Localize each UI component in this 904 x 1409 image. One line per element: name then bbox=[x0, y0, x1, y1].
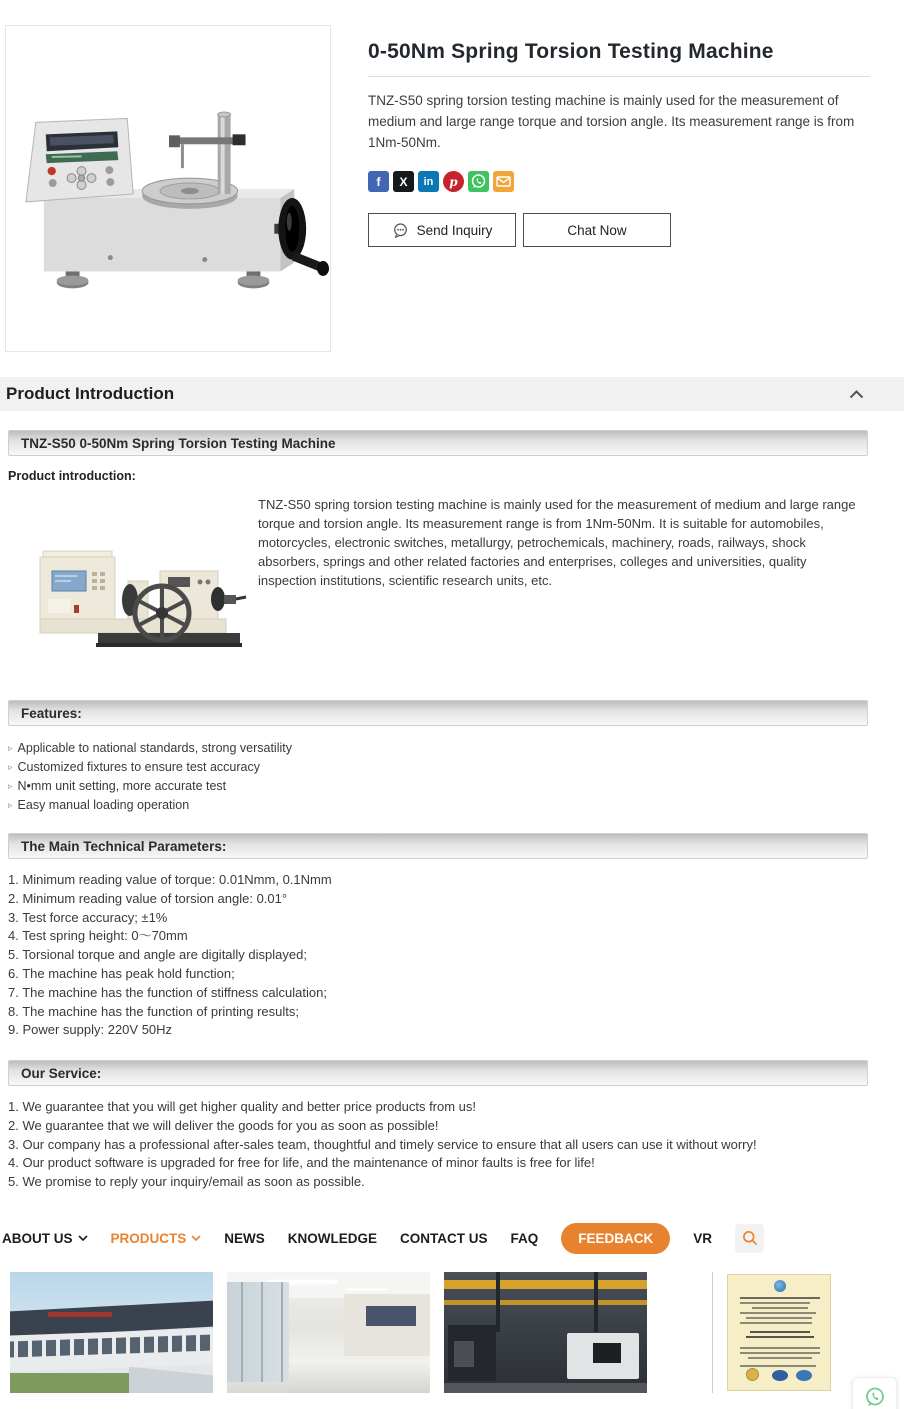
photo-art bbox=[740, 1365, 816, 1367]
service-item: 3. Our company has a professional after-sales team, thoughtful and timely service to ensure that all users can use it without worry! bbox=[8, 1136, 757, 1152]
chat-now-button[interactable] bbox=[523, 213, 671, 247]
photo-art bbox=[740, 1312, 816, 1314]
service-item: 1. We guarantee that you will get higher quality and better price products from us! bbox=[8, 1099, 477, 1114]
search-icon bbox=[741, 1229, 759, 1247]
nav-item-news[interactable]: NEWS bbox=[224, 1230, 265, 1246]
certificate-stamp bbox=[772, 1370, 788, 1381]
service-item: 5. We promise to reply your inquiry/email as soon as possible. bbox=[8, 1174, 365, 1190]
photo-art bbox=[289, 1359, 430, 1393]
features-list bbox=[8, 739, 868, 815]
whatsapp-icon bbox=[863, 1385, 887, 1409]
service-item: 2. We guarantee that we will deliver the goods for you as soon as possible! bbox=[8, 1117, 439, 1133]
photo-art bbox=[444, 1280, 647, 1289]
nav-label: ABOUT US bbox=[2, 1230, 73, 1246]
certificate-stamp bbox=[746, 1368, 759, 1381]
send-inquiry-button[interactable] bbox=[368, 213, 516, 247]
feature-item: ▹ N•mm unit setting, more accurate test bbox=[8, 777, 868, 796]
photo-art bbox=[740, 1347, 820, 1349]
product-photo-secondary[interactable] bbox=[10, 495, 250, 660]
chat-bubble-icon bbox=[392, 222, 409, 239]
search-button[interactable] bbox=[735, 1224, 764, 1253]
photo-art bbox=[593, 1343, 621, 1363]
chat-now-label: Chat Now bbox=[567, 222, 627, 238]
photo-art bbox=[748, 1357, 812, 1359]
parameter-item: 9. Power supply: 220V 50Hz bbox=[8, 1022, 173, 1038]
facebook-share-icon[interactable]: f bbox=[368, 171, 389, 192]
nav-item-faq[interactable]: FAQ bbox=[510, 1230, 539, 1246]
intro-label: Product introduction: bbox=[8, 469, 136, 483]
photo-art bbox=[347, 1288, 387, 1291]
linkedin-share-icon[interactable]: in bbox=[418, 171, 439, 192]
envelope-glyph-icon bbox=[493, 171, 514, 192]
certificate-document bbox=[727, 1274, 831, 1391]
gallery-photo-workshop[interactable] bbox=[444, 1272, 647, 1393]
nav-label: PRODUCTS bbox=[110, 1230, 187, 1246]
photo-art bbox=[48, 1312, 112, 1317]
nav-item-about-us[interactable] bbox=[2, 1231, 88, 1246]
cta-row bbox=[368, 213, 870, 247]
section-title: Product Introduction bbox=[6, 384, 175, 403]
photo-art bbox=[746, 1336, 814, 1338]
chevron-down-icon bbox=[191, 1235, 201, 1241]
parameter-item: 7. The machine has the function of stiffness calculation; bbox=[8, 984, 327, 1000]
nav-item-products[interactable] bbox=[111, 1231, 202, 1246]
product-summary: TNZ-S50 spring torsion testing machine is mainly used for the measurement of medium and large range torque and torsion angle. Its measurement range is from 1Nm-50Nm. bbox=[368, 93, 855, 150]
product-introduction-section-bar bbox=[0, 377, 904, 411]
certificate-logo bbox=[774, 1280, 786, 1292]
parameters-banner: The Main Technical Parameters: bbox=[8, 833, 868, 859]
photo-art bbox=[281, 1282, 283, 1382]
feature-item: ▹ Customized fixtures to ensure test accuracy bbox=[8, 758, 868, 777]
photo-art bbox=[740, 1352, 820, 1354]
intro-paragraph: TNZ-S50 spring torsion testing machine is mainly used for the measurement of medium and large range torque and torsion angle. Its measurement range is from 1Nm-50Nm. It is suitable for automobiles, motorcycles, electronic switches, metallurgy, petrochemicals, machinery, roads, railways, shock absorbers, springs and other related factories and enterprises, colleges and universities, quality inspection institutions, scientific research units, etc. bbox=[258, 497, 856, 588]
send-inquiry-label: Send Inquiry bbox=[416, 222, 493, 238]
email-share-icon[interactable] bbox=[493, 171, 514, 192]
photo-art bbox=[366, 1306, 416, 1326]
photo-art bbox=[444, 1383, 647, 1393]
photo-art bbox=[750, 1331, 810, 1333]
nav-item-feedback[interactable]: FEEDBACK bbox=[561, 1223, 670, 1254]
parameter-item: 5. Torsional torque and angle are digitally displayed; bbox=[8, 947, 307, 963]
parameter-item: 4. Test spring height: 0～70mm bbox=[8, 928, 188, 944]
main-nav bbox=[0, 1216, 904, 1260]
product-info bbox=[368, 38, 870, 247]
service-list bbox=[8, 1098, 868, 1192]
torsion-tester-illustration bbox=[6, 26, 330, 352]
photo-art bbox=[261, 1282, 263, 1382]
parameter-item: 3. Test force accuracy; ±1% bbox=[8, 909, 168, 925]
horizontal-tester-illustration bbox=[10, 495, 250, 660]
parameters-list bbox=[8, 871, 868, 1040]
x-twitter-share-icon[interactable]: X bbox=[393, 171, 414, 192]
pinterest-share-icon[interactable]: p bbox=[443, 171, 464, 192]
whatsapp-float-button[interactable] bbox=[852, 1377, 897, 1409]
photo-art bbox=[740, 1297, 820, 1299]
photo-art bbox=[454, 1341, 474, 1367]
nav-item-contact-us[interactable]: CONTACT US bbox=[400, 1230, 488, 1246]
photo-art bbox=[740, 1302, 810, 1304]
photo-art bbox=[740, 1322, 812, 1324]
photo-art bbox=[227, 1282, 289, 1382]
whatsapp-glyph-icon bbox=[468, 171, 489, 192]
nav-item-knowledge[interactable]: KNOWLEDGE bbox=[287, 1230, 378, 1246]
photo-art bbox=[746, 1317, 812, 1319]
parameter-item: 2. Minimum reading value of torsion angle: 0.01° bbox=[8, 890, 288, 906]
product-photo-main[interactable] bbox=[5, 25, 331, 352]
page-title: 0-50Nm Spring Torsion Testing Machine bbox=[368, 40, 774, 63]
photo-art bbox=[444, 1300, 647, 1305]
feature-item: ▹ Applicable to national standards, strong versatility bbox=[8, 739, 868, 758]
service-banner: Our Service: bbox=[8, 1060, 868, 1086]
photo-art bbox=[752, 1307, 808, 1309]
divider bbox=[368, 76, 870, 77]
collapse-chevron-up-icon[interactable] bbox=[849, 390, 864, 399]
service-item: 4. Our product software is upgraded for free for life, and the maintenance of minor faults is free for life! bbox=[8, 1155, 595, 1171]
nav-item-vr[interactable]: VR bbox=[693, 1230, 713, 1246]
parameter-item: 1. Minimum reading value of torque: 0.01Nmm, 0.1Nmm bbox=[8, 872, 332, 887]
gallery-photo-factory-exterior[interactable] bbox=[10, 1272, 213, 1393]
photo-art bbox=[594, 1272, 598, 1332]
social-share-row bbox=[368, 171, 870, 192]
chevron-down-icon bbox=[78, 1235, 88, 1241]
certificate-stamp bbox=[796, 1370, 812, 1381]
feature-item: ▹ Easy manual loading operation bbox=[8, 796, 868, 815]
photo-art bbox=[496, 1272, 500, 1332]
gallery-photo-office-hallway[interactable] bbox=[227, 1272, 430, 1393]
parameter-item: 6. The machine has peak hold function; bbox=[8, 965, 235, 981]
model-banner: TNZ-S50 0-50Nm Spring Torsion Testing Machine bbox=[8, 430, 868, 456]
features-banner: Features: bbox=[8, 700, 868, 726]
photo-art bbox=[241, 1282, 243, 1382]
photo-art bbox=[129, 1367, 213, 1393]
whatsapp-share-icon[interactable] bbox=[468, 171, 489, 192]
parameter-item: 8. The machine has the function of printing results; bbox=[8, 1003, 299, 1019]
gallery-photo-certificate[interactable] bbox=[712, 1272, 845, 1393]
